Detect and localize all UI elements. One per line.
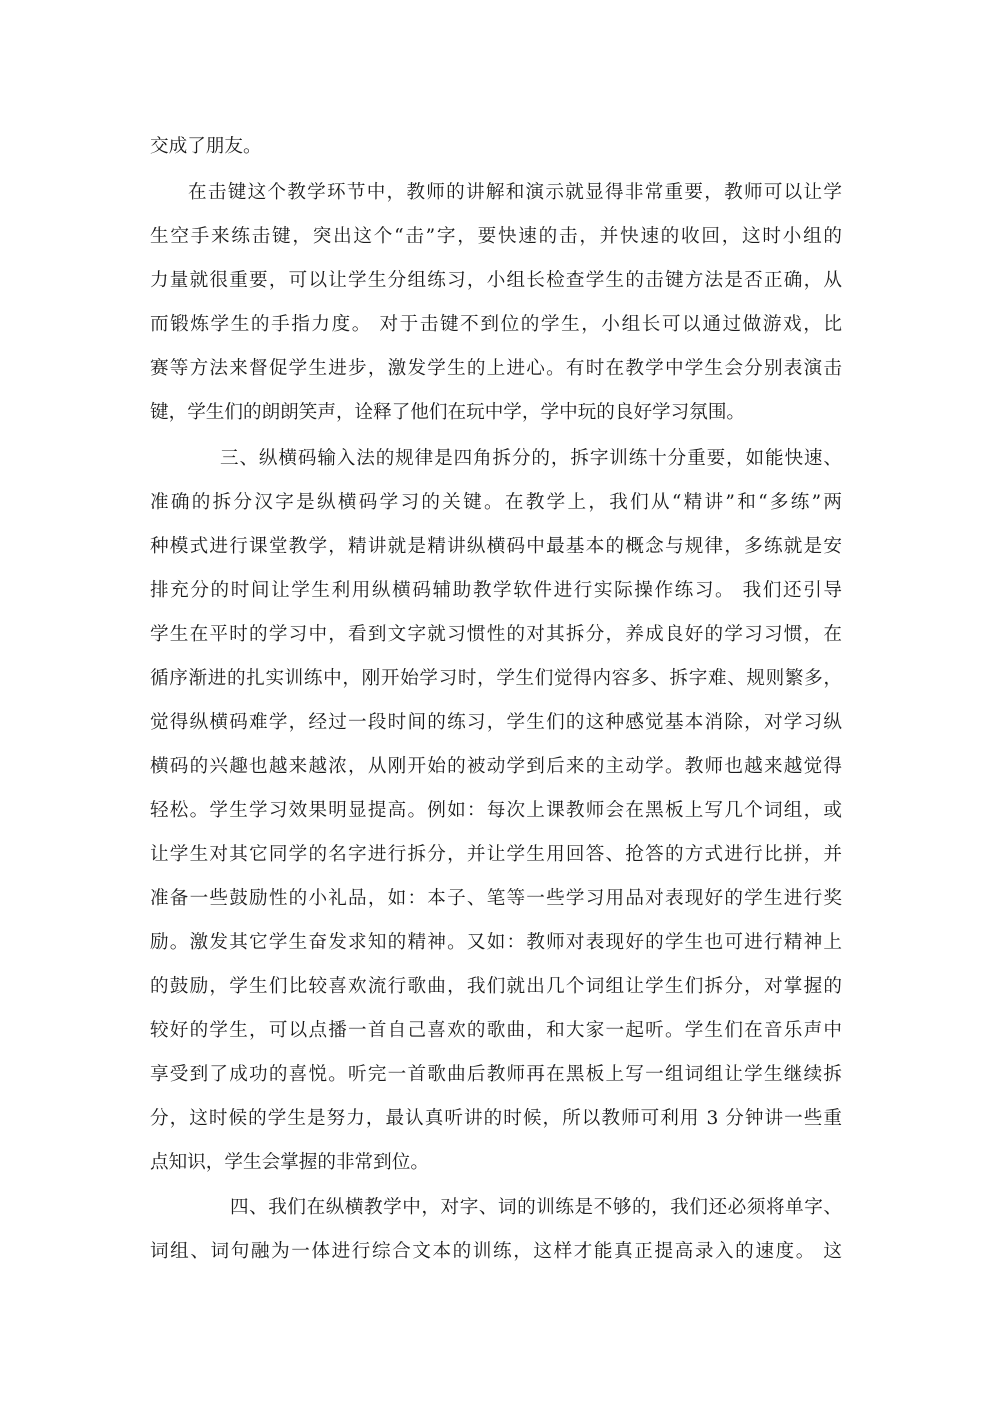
text-line: 准确的拆分汉字是纵横码学习的关键。在教学上，我们从“精讲”和“多练”两 [150,492,842,513]
text-line: 在击键这个教学环节中，教师的讲解和演示就显得非常重要，教师可以让学 [188,182,842,203]
text-line: 准备一些鼓励性的小礼品，如：本子、笔等一些学习用品对表现好的学生进行奖 [150,888,842,909]
text-line: 横码的兴趣也越来越浓，从刚开始的被动学到后来的主动学。教师也越来越觉得 [150,756,842,777]
text-line: 种模式进行课堂教学，精讲就是精讲纵横码中最基本的概念与规律，多练就是安 [150,536,842,557]
text-line: 点知识，学生会掌握的非常到位。 [150,1152,429,1173]
text-line: 轻松。学生学习效果明显提高。例如：每次上课教师会在黑板上写几个词组，或 [150,800,842,821]
text-line: 排充分的时间让学生利用纵横码辅助教学软件进行实际操作练习。 我们还引导 [150,580,842,601]
text-line: 励。激发其它学生奋发求知的精神。又如：教师对表现好的学生也可进行精神上 [150,932,842,953]
text-line: 生空手来练击键，突出这个“击”字，要快速的击，并快速的收回，这时小组的 [150,226,842,247]
text-line: 分，这时候的学生是努力，最认真听讲的时候，所以教师可利用 3 分钟讲一些重 [150,1108,842,1129]
text-line: 交成了朋友。 [150,136,262,157]
text-line: 词组、词句融为一体进行综合文本的训练，这样才能真正提高录入的速度。 这 [150,1241,842,1262]
text-line: 三、纵横码输入法的规律是四角拆分的，拆字训练十分重要，如能快速、 [220,448,842,469]
text-line: 四、我们在纵横教学中，对字、词的训练是不够的，我们还必须将单字、 [230,1197,842,1218]
text-line: 键，学生们的朗朗笑声，诠释了他们在玩中学，学中玩的良好学习氛围。 [150,402,746,423]
text-line: 较好的学生，可以点播一首自己喜欢的歌曲，和大家一起听。学生们在音乐声中 [150,1020,842,1041]
text-line: 力量就很重要，可以让学生分组练习，小组长检查学生的击键方法是否正确，从 [150,270,842,291]
text-line: 而锻炼学生的手指力度。 对于击键不到位的学生，小组长可以通过做游戏，比 [150,314,842,335]
text-line: 让学生对其它同学的名字进行拆分，并让学生用回答、抢答的方式进行比拼，并 [150,844,842,865]
text-line: 享受到了成功的喜悦。听完一首歌曲后教师再在黑板上写一组词组让学生继续拆 [150,1064,842,1085]
text-line: 学生在平时的学习中，看到文字就习惯性的对其拆分，养成良好的学习习惯，在 [150,624,842,645]
text-line: 循序渐进的扎实训练中，刚开始学习时，学生们觉得内容多、拆字难、规则繁多， [150,668,842,689]
text-line: 赛等方法来督促学生进步，激发学生的上进心。有时在教学中学生会分别表演击 [150,358,842,379]
text-line: 的鼓励，学生们比较喜欢流行歌曲，我们就出几个词组让学生们拆分，对掌握的 [150,976,842,997]
text-line: 觉得纵横码难学，经过一段时间的练习，学生们的这种感觉基本消除，对学习纵 [150,712,842,733]
